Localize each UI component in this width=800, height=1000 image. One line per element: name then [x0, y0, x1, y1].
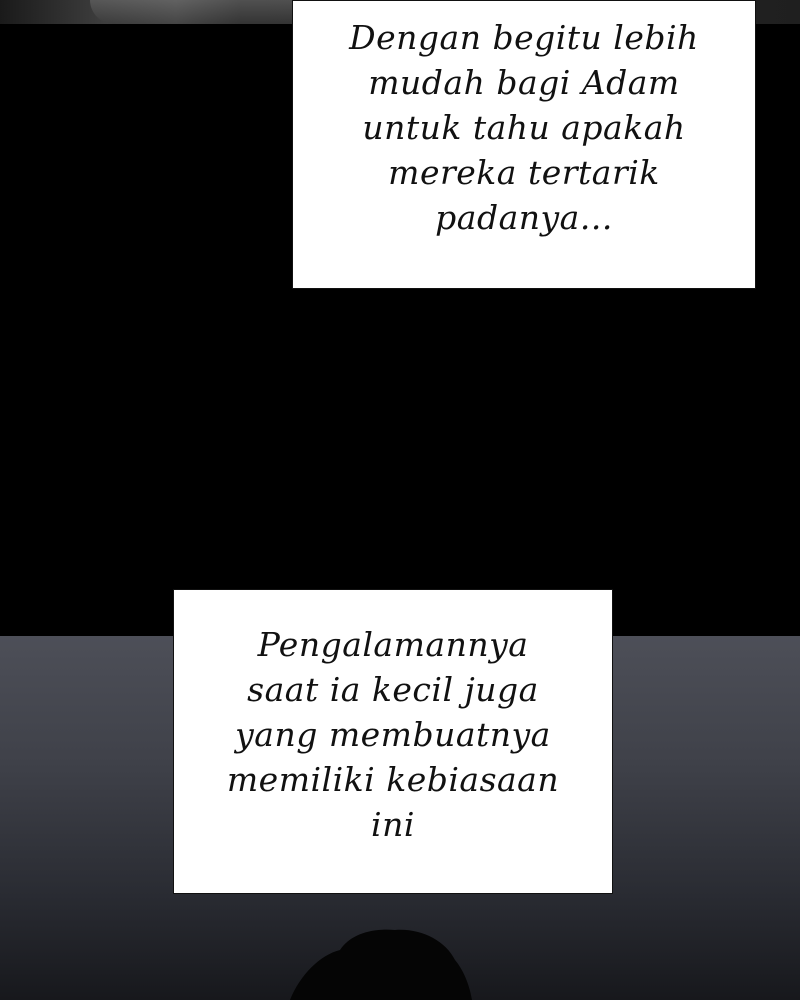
caption-line: padanya...: [435, 198, 613, 237]
panel-artwork-fragment: [90, 0, 300, 24]
caption-line: mereka tertarik: [388, 153, 660, 192]
caption-line: mudah bagi Adam: [368, 63, 680, 102]
caption-line: Dengan begitu lebih: [349, 18, 699, 57]
caption-line: yang membuatnya: [235, 715, 551, 754]
caption-line: Pengalamannya: [257, 625, 529, 664]
caption-line: saat ia kecil juga: [247, 670, 539, 709]
caption-line: ini: [371, 805, 415, 844]
caption-box-bottom: [173, 589, 613, 894]
caption-line: memiliki kebiasaan: [226, 760, 560, 799]
caption-text-bottom: [227, 622, 559, 847]
caption-text-top: [349, 15, 699, 240]
caption-line: untuk tahu apakah: [362, 108, 686, 147]
caption-box-top: [292, 0, 756, 289]
